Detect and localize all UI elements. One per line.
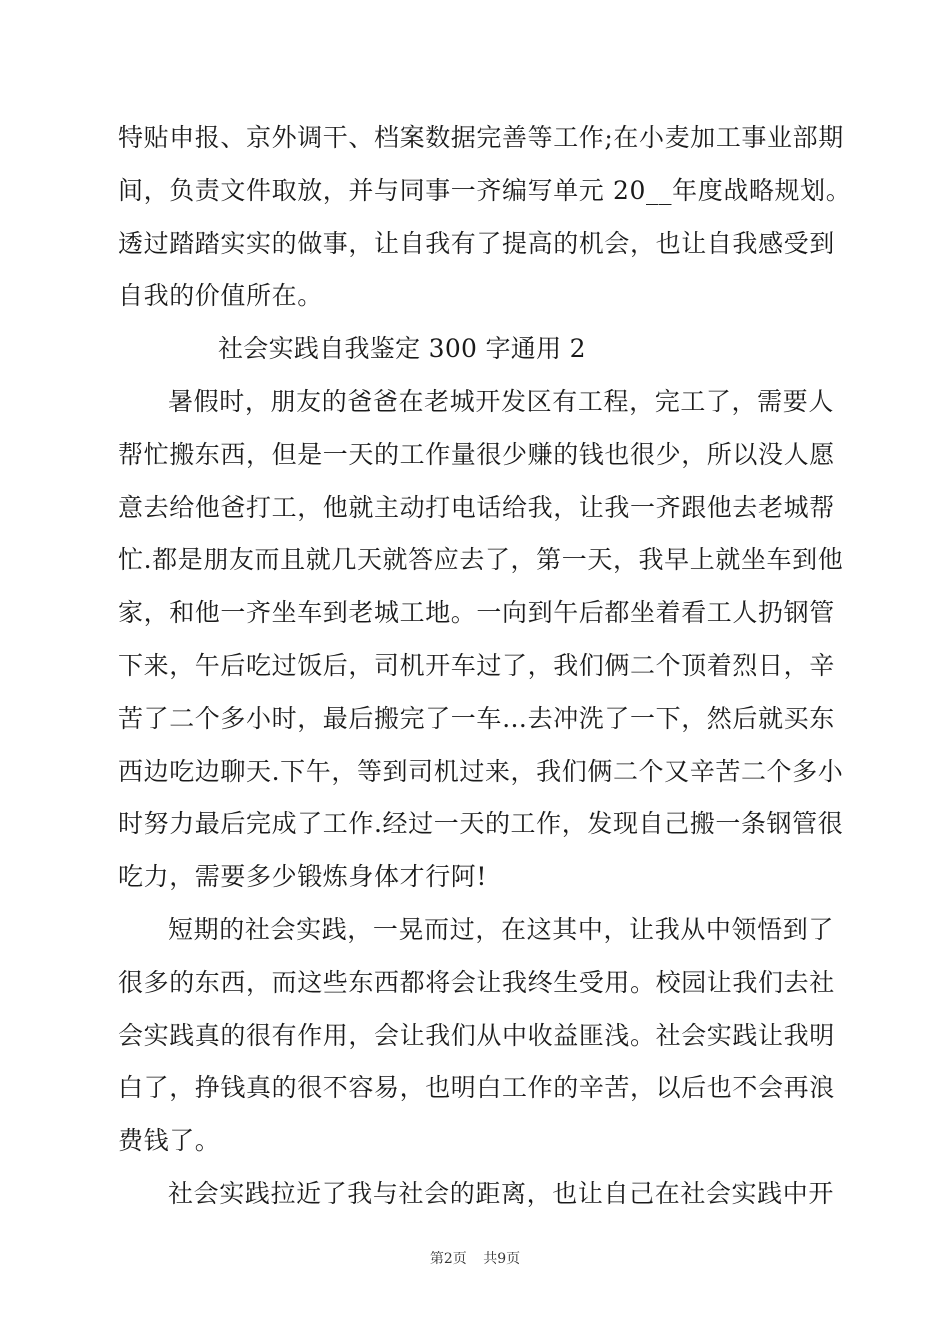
text-line: 吃力，需要多少锻炼身体才行阿! — [118, 862, 488, 892]
text-line: 特贴申报、京外调干、档案数据完善等工作;在小麦加工事业部期 — [118, 123, 844, 152]
page-number: 第2页 — [429, 1251, 467, 1267]
text-line: 自我的价值所在。 — [118, 281, 323, 311]
section-heading: 社会实践自我鉴定 300 字通用 2 — [218, 334, 586, 364]
text-line: 社会实践拉近了我与社会的距离，也让自己在社会实践中开 — [168, 1178, 834, 1208]
text-line: 下来，午后吃过饭后，司机开车过了，我们俩二个顶着烈日，辛 — [118, 650, 835, 680]
text-line: 暑假时，朋友的爸爸在老城开发区有工程，完工了，需要人 — [168, 386, 834, 416]
text-line: 时努力最后完成了工作.经过一天的工作，发现自己搬一条钢管很 — [118, 809, 844, 839]
text-line: 间，负责文件取放，并与同事一齐编写单元 20__年度战略规划。 — [118, 175, 852, 205]
text-line: 意去给他爸打工，他就主动打电话给我，让我一齐跟他去老城帮 — [118, 492, 835, 522]
text-line: 透过踏踏实实的做事，让自我有了提高的机会，也让自我感受到 — [118, 228, 835, 258]
text-line: 白了，挣钱真的很不容易，也明白工作的辛苦，以后也不会再浪 — [118, 1073, 835, 1103]
text-line: 苦了二个多小时，最后搬完了一车…去冲洗了一下，然后就买东 — [118, 703, 835, 733]
text-line: 家，和他一齐坐车到老城工地。一向到午后都坐着看工人扔钢管 — [118, 598, 835, 628]
text-line: 忙.都是朋友而且就几天就答应去了，第一天，我早上就坐车到他 — [118, 545, 844, 575]
text-line: 短期的社会实践，一晃而过，在这其中，让我从中领悟到了 — [168, 914, 834, 944]
page-footer — [0, 1248, 950, 1268]
text-line: 西边吃边聊天.下午，等到司机过来，我们俩二个又辛苦二个多小 — [118, 756, 844, 786]
text-line: 费钱了。 — [118, 1126, 221, 1156]
text-line: 会实践真的很有作用，会让我们从中收益匪浅。社会实践让我明 — [118, 1020, 835, 1050]
text-line: 帮忙搬东西，但是一天的工作量很少赚的钱也很少，所以没人愿 — [118, 439, 835, 469]
page-total: 共9页 — [483, 1251, 521, 1267]
body-text — [118, 112, 852, 1221]
text-line: 很多的东西，而这些东西都将会让我终生受用。校园让我们去社 — [118, 967, 835, 997]
